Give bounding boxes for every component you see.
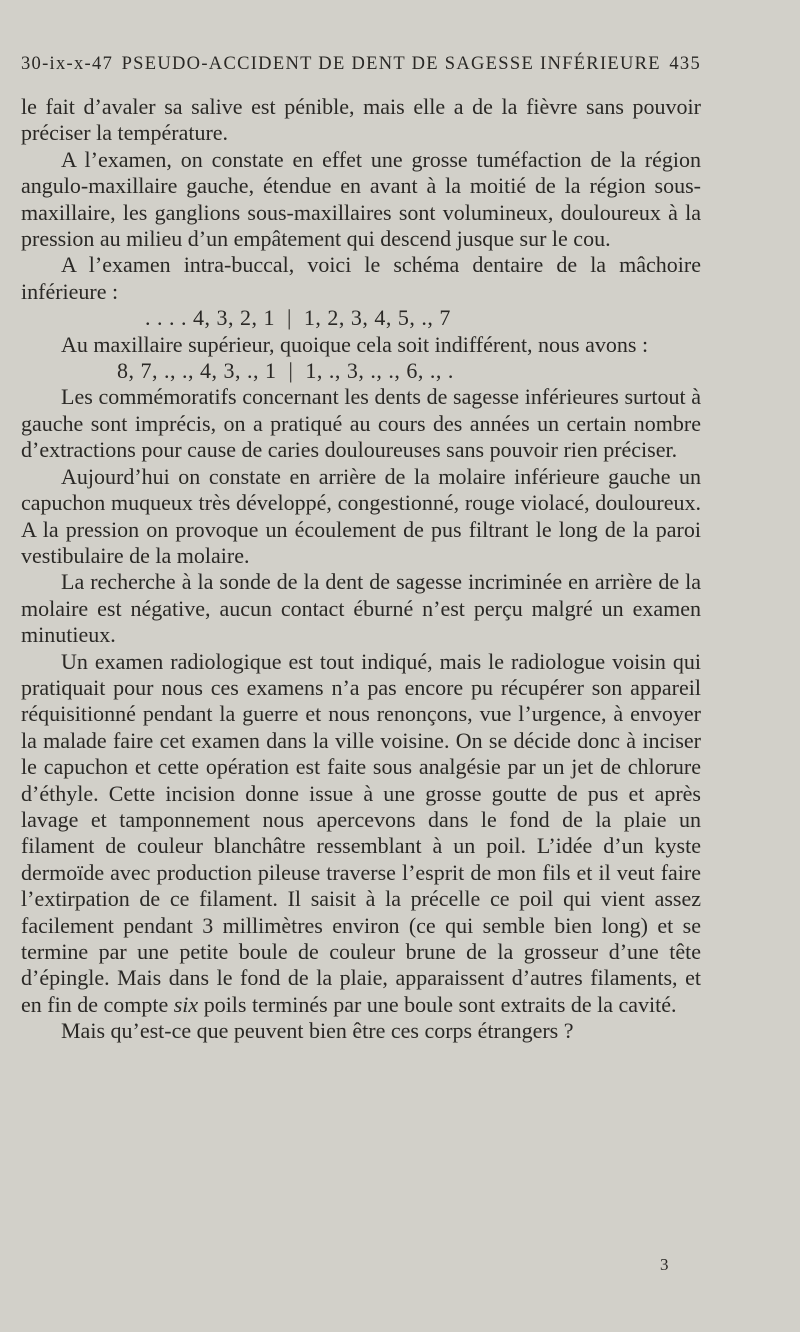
dental-formula-upper: 8, 7, ., ., 4, 3, ., 1 | 1, ., 3, ., ., 6, ., .: [117, 358, 454, 384]
paragraph: [21, 649, 701, 1019]
body-text: [21, 94, 701, 1045]
paragraph-text: Un examen radiologique est tout indiqué, mais le radiologue voisin qui pratiquait pour nous ces examens n’a pas encore pu récupérer son appareil réquisitionné pendant la guerre et nous renonçons, vue l’urgence, à envoyer la malade faire cet examen dans la ville voisine. On se décide donc à inciser le capuchon et cette opération est faite sous analgésie par un jet de chlorure d’éthyle. Cette incision donne issue à une grosse goutte de pus et après lavage et tamponnement nous apercevons dans le fond de la plaie un filament de couleur blanchâtre ressemblant à un poil. L’idée d’un kyste dermoïde avec production pileuse traverse l’esprit de mon fils et il veut faire l’extirpation de ce filament. Il saisit à la précelle ce poil qui vient assez facilement pendant 3 millimètres environ (ce qui semble bien long) et se termine par une petite boule de couleur brune de la grosseur d’une tête d’épingle. Mais dans le fond de la plaie, apparaissent d’autres filaments, et en fin de compte: [21, 648, 701, 1017]
emphasis-word: six: [173, 991, 199, 1017]
footer-page-number: 3: [660, 1255, 669, 1274]
paragraph: Au maxillaire supérieur, quoique cela soit indifférent, nous avons :: [61, 331, 649, 357]
paragraph: La recherche à la sonde de la dent de sagesse incriminée en arrière de la molaire est négative, aucun contact éburné n’est perçu malgré un examen minutieux.: [21, 569, 701, 648]
paragraph: Mais qu’est-ce que peuvent bien être ces corps étrangers ?: [61, 1018, 574, 1044]
paragraph: le fait d’avaler sa salive est pénible, mais elle a de la fièvre sans pouvoir préciser la température.: [21, 94, 701, 146]
paragraph: A l’examen, on constate en effet une grosse tuméfaction de la région angulo-maxillaire gauche, étendue en avant à la moitié de la région sous-maxillaire, les ganglions sous-maxillaires sont volumineux, douloureux à la pression au milieu d’un empâtement qui descend jusque sur le cou.: [21, 146, 701, 252]
paragraph-text: poils terminés par une boule sont extraits de la cavité.: [203, 991, 677, 1017]
paragraph: Aujourd’hui on constate en arrière de la molaire inférieure gauche un capuchon muqueux très développé, congestionné, rouge violacé, douloureux. A la pression on provoque un écoulement de pus filtrant le long de la paroi vestibulaire de la molaire.: [21, 463, 701, 568]
running-header: [21, 54, 701, 80]
paragraph: A l’examen intra-buccal, voici le schéma dentaire de la mâchoire inférieure :: [21, 252, 701, 304]
header-title: PSEUDO-ACCIDENT DE DENT DE SAGESSE INFÉRIEURE: [121, 54, 661, 74]
paragraph: Les commémoratifs concernant les dents de sagesse inférieures surtout à gauche sont imprécis, on a pratiqué au cours des années un certain nombre d’extractions pour cause de caries douloureuses sans pouvoir rien préciser.: [21, 384, 701, 463]
header-date: 30-ix-x-47: [21, 54, 114, 74]
header-page-number: 435: [669, 54, 701, 74]
dental-formula-lower: . . . . 4, 3, 2, 1 | 1, 2, 3, 4, 5, ., 7: [145, 305, 451, 331]
